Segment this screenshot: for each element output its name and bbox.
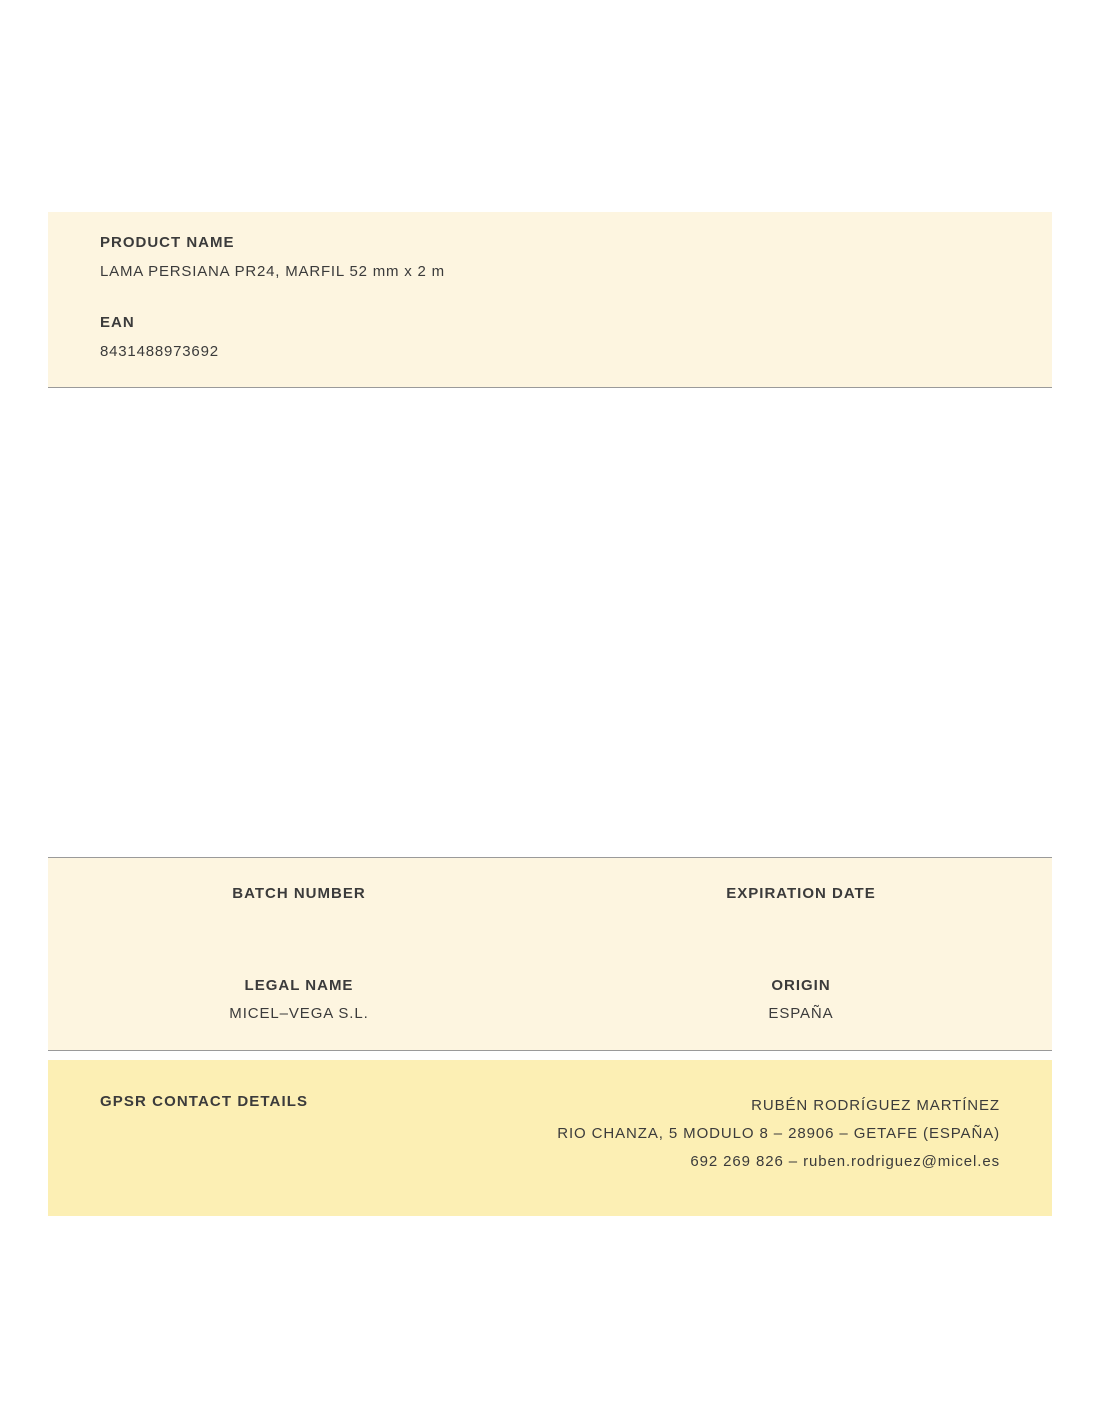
origin-cell [550, 976, 1052, 1024]
gpsr-contact-phone-email: 692 269 826 – ruben.rodriguez@micel.es [690, 1152, 1000, 1170]
product-name-label: PRODUCT NAME [100, 234, 235, 251]
legal-name-value: MICEL–VEGA S.L. [229, 1005, 369, 1022]
gpsr-contact-title: GPSR CONTACT DETAILS [100, 1093, 309, 1110]
ean-value: 8431488973692 [100, 342, 219, 360]
origin-value: ESPAÑA [768, 1005, 834, 1022]
product-details-block [48, 857, 1052, 1051]
expiration-date-label: EXPIRATION DATE [726, 885, 876, 902]
batch-expiration-row [48, 884, 1052, 932]
gpsr-contact-block [48, 1060, 1052, 1216]
expiration-date-cell [550, 884, 1052, 932]
details-row-spacer [48, 932, 1052, 976]
product-info-block [48, 212, 1052, 388]
batch-number-label: BATCH NUMBER [232, 885, 366, 902]
legal-name-label: LEGAL NAME [244, 976, 354, 994]
gpsr-contact-lines [557, 1092, 1000, 1175]
legal-origin-row [48, 976, 1052, 1024]
origin-label: ORIGIN [771, 976, 831, 994]
product-name-value: LAMA PERSIANA PR24, MARFIL 52 mm x 2 m [100, 263, 445, 280]
legal-name-cell [48, 976, 550, 1024]
gpsr-contact-address: RIO CHANZA, 5 MODULO 8 – 28906 – GETAFE (ESPAÑA) [557, 1124, 1000, 1142]
field-spacer [100, 282, 1000, 314]
gpsr-contact-name: RUBÉN RODRÍGUEZ MARTÍNEZ [751, 1097, 1000, 1114]
batch-number-value [58, 913, 540, 932]
ean-label: EAN [100, 313, 135, 331]
expiration-date-value [560, 913, 1042, 932]
batch-number-cell [48, 884, 550, 932]
